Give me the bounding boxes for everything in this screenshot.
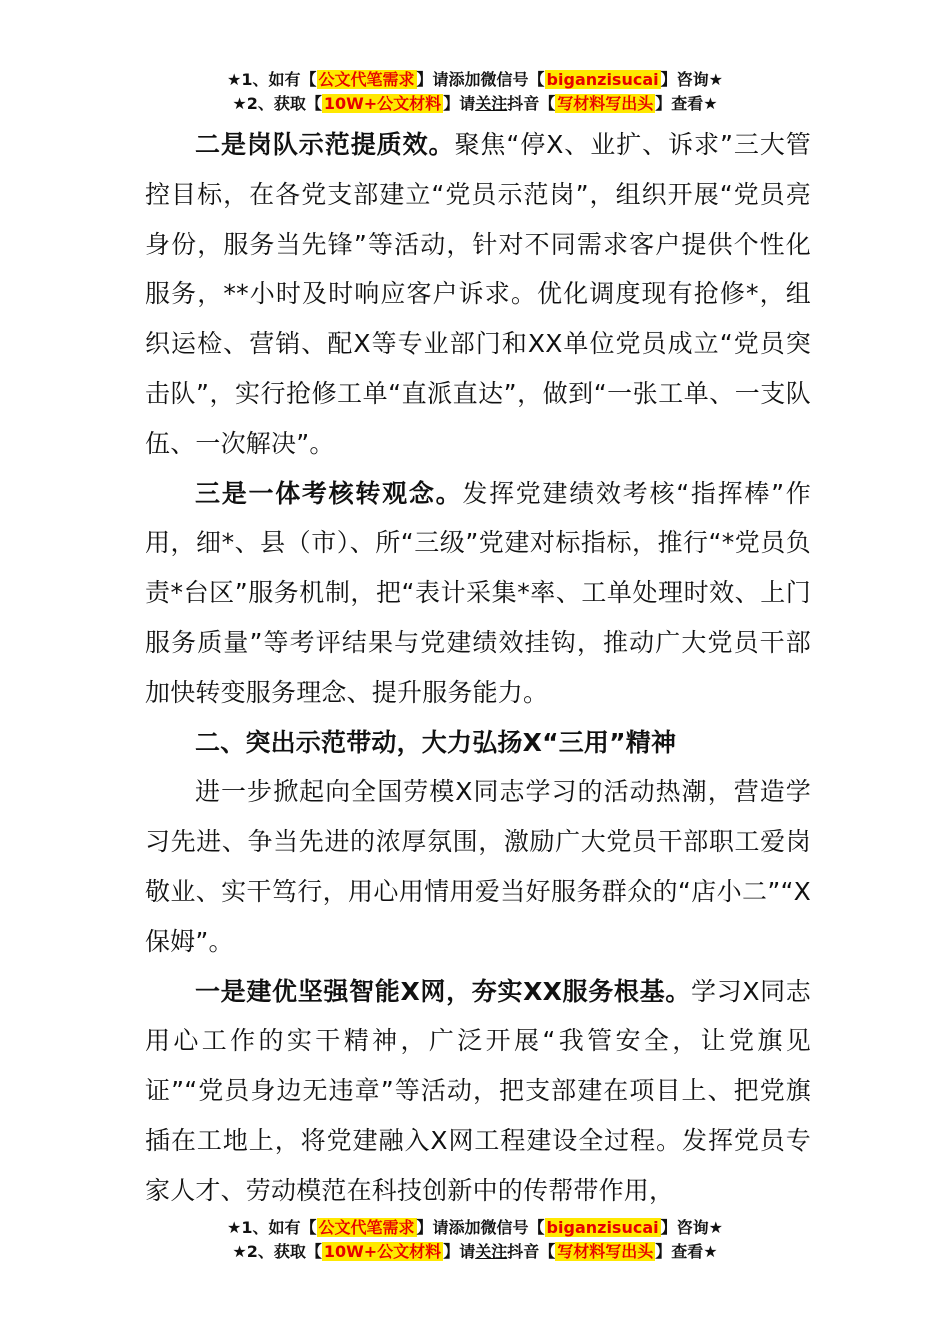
highlight-service: 公文代笔需求 [318,70,415,89]
paragraph-text: 聚焦“停X、业扩、诉求”三大管控目标，在各党支部建立“党员示范岗”，组织开展“党员亮身份，服务当先锋”等活动，针对不同需求客户提供个性化服务，**小时及时响应客户诉求。优化调度现有抢修*，组织运检、营销、配X等专业部门和XX单位党员成立“党员突击队”，实行抢修工单“直派直达”，做到“一张工单、一支队伍、一次解决”。 [145,130,811,458]
paragraph-text: 发挥党建绩效考核“指挥棒”作用，细*、县（市）、所“三级”党建对标指标，推行“*党员负责*台区”服务机制，把“表计采集*率、工单处理时效、上门服务质量”等考评结果与党建绩效挂钩，推动广大党员干部加快转变服务理念、提升服务能力。 [145,478,811,707]
banner-line-1 [0,68,950,92]
paragraph-3 [145,767,811,966]
highlight-materials: 10W+公文材料 [323,1242,442,1261]
highlight-service: 公文代笔需求 [318,1218,415,1237]
banner-text: 】查看★ [655,94,718,113]
paragraph-4 [145,967,811,1216]
banner-text: ★1、如有【 [227,70,317,89]
highlight-douyin: 写材料写出头 [557,1242,654,1261]
top-banner [0,68,950,116]
banner-line-2 [0,92,950,116]
underlined-follow: 关注 [475,94,508,113]
banner-line-1 [0,1216,950,1240]
banner-text: 】请添加微信号【 [416,1218,545,1237]
paragraph-lead: 三是一体考核转观念。 [195,478,463,508]
paragraph-text: 学习X同志用心工作的实干精神，广泛开展“我管安全，让党旗见证”“党员身边无违章”等活动，把支部建在项目上、把党旗插在工地上，将党建融入X网工程建设全过程。发挥党员专家人才、劳动模范在科技创新中的传帮带作用， [145,976,811,1205]
banner-text: ★2、获取【 [232,94,322,113]
highlight-douyin: 写材料写出头 [557,94,654,113]
highlight-wechat-id: biganzisucai [546,70,659,89]
document-body [145,120,811,1216]
banner-text: 】请添加微信号【 [416,70,545,89]
paragraph-lead: 一是建优坚强智能X网，夯实XX服务根基。 [195,976,691,1006]
paragraph-lead: 二是岗队示范提质效。 [195,130,455,159]
banner-text: ★2、获取【 [232,1242,322,1261]
paragraph-1 [145,120,811,469]
banner-text: 】查看★ [655,1242,718,1261]
highlight-materials: 10W+公文材料 [323,94,442,113]
banner-text: 】咨询★ [660,1218,723,1237]
bottom-banner [0,1216,950,1264]
banner-text: 抖音【 [507,1242,556,1261]
banner-text: 抖音【 [507,94,556,113]
paragraph-text: 进一步掀起向全国劳模X同志学习的活动热潮，营造学习先进、争当先进的浓厚氛围，激励广大党员干部职工爱岗敬业、实干笃行，用心用情用爱当好服务群众的“店小二”“X保姆”。 [145,777,811,956]
banner-text: ★1、如有【 [227,1218,317,1237]
banner-line-2 [0,1240,950,1264]
section-heading: 二、突出示范带动，大力弘扬X“三用”精神 [195,727,677,757]
underlined-follow: 关注 [475,1242,508,1261]
banner-text: 】咨询★ [660,70,723,89]
highlight-wechat-id: biganzisucai [546,1218,659,1237]
banner-text: 】请 [443,1242,476,1261]
banner-text: 】请 [443,94,476,113]
paragraph-2 [145,469,811,718]
